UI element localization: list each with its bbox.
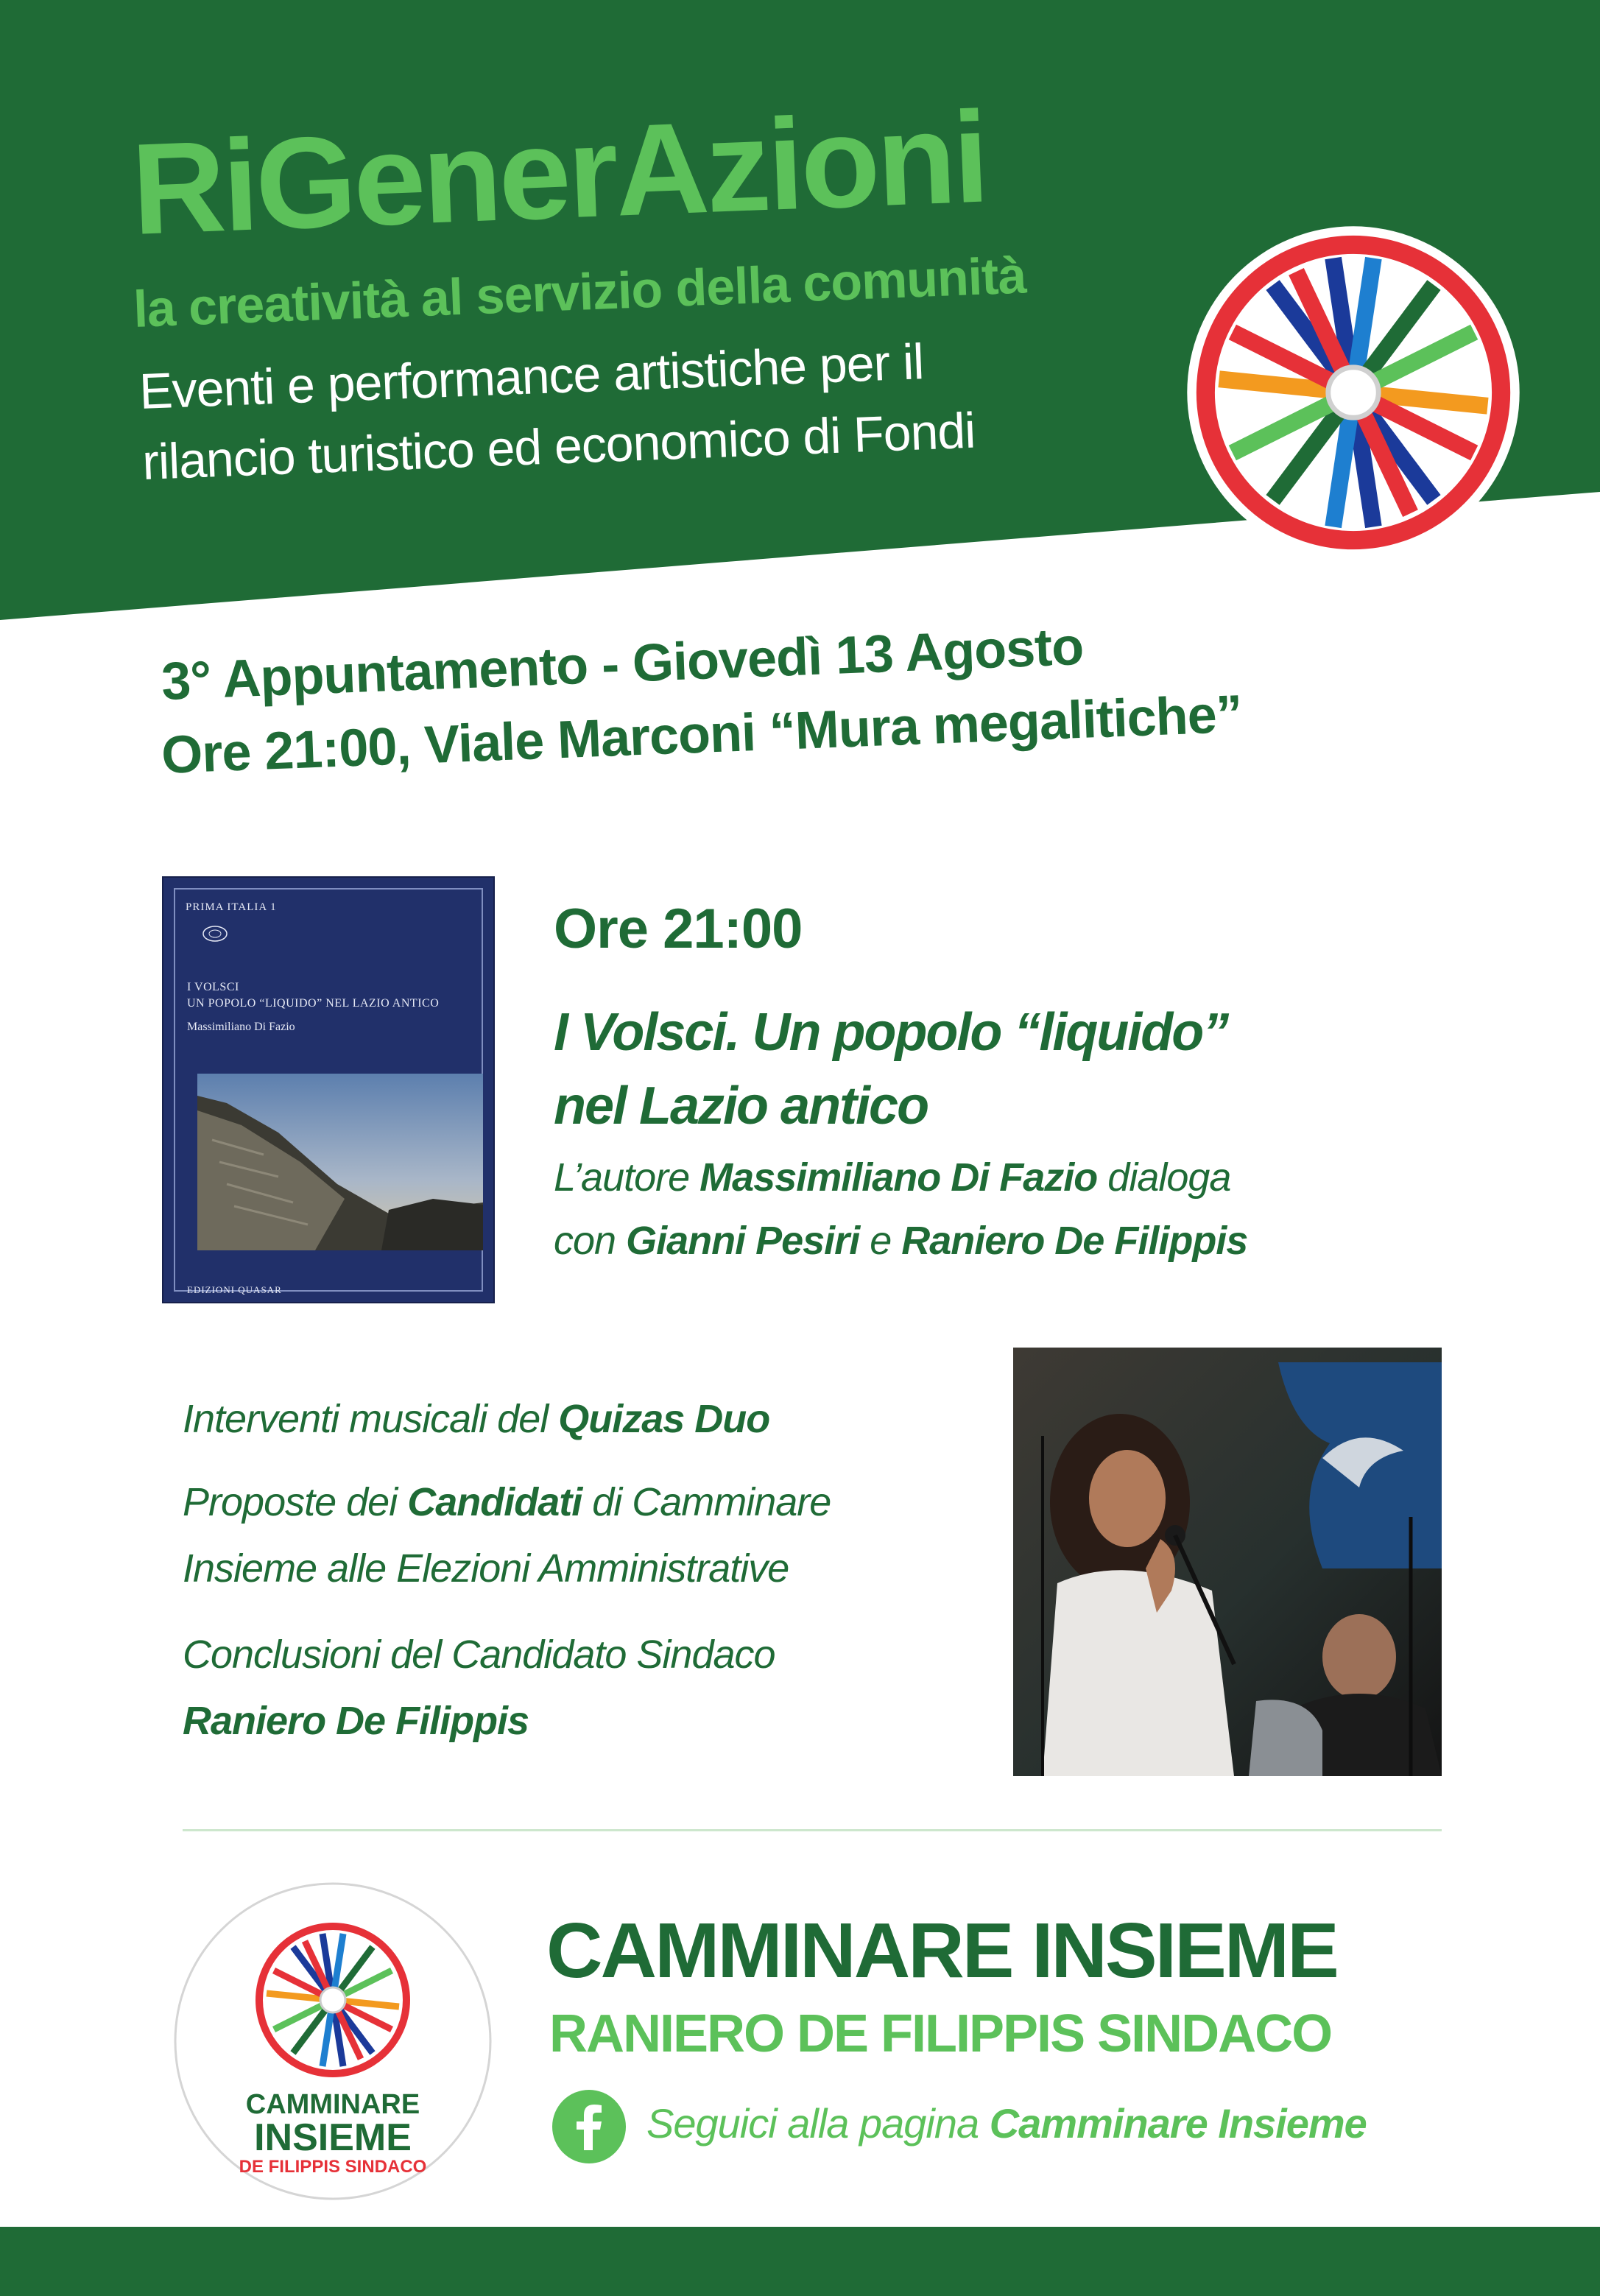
presentation-title-line-2: nel Lazio antico (554, 1077, 928, 1135)
campaign-title: RiGenerAzioni (129, 85, 989, 262)
campaign-tagline-line-1: Eventi e performance artistiche per il (138, 334, 925, 420)
organization-name: CAMMINARE INSIEME (546, 1907, 1337, 1994)
book-cover-photo (197, 1074, 483, 1250)
section-divider (183, 1829, 1442, 1831)
book-title-line-2: UN POPOLO “LIQUIDO” NEL LAZIO ANTICO (187, 997, 440, 1010)
book-cover-frame (174, 888, 483, 1295)
candidate-name: RANIERO DE FILIPPIS SINDACO (549, 2004, 1332, 2063)
presentation-time: Ore 21:00 (554, 898, 803, 960)
book-title-line-1: I VOLSCI (187, 981, 239, 993)
book-publisher: EDIZIONI QUASAR (187, 1284, 282, 1295)
program-conclusion-line-2: Raniero De Filippis (183, 1699, 529, 1743)
program-proposals-line-1: Proposte dei Candidati di Camminare (183, 1480, 831, 1524)
event-date-line: 3° Appuntamento - Giovedì 13 Agosto (160, 616, 1085, 711)
follow-facebook-text[interactable]: Seguici alla pagina Camminare Insieme (646, 2100, 1367, 2147)
book-cover (162, 876, 495, 1303)
footer-bar (0, 2227, 1600, 2296)
logo-line-1: CAMMINARE (245, 2089, 420, 2120)
program-music: Interventi musicali del Quizas Duo (183, 1397, 770, 1441)
campaign-tagline-line-2: rilancio turistico ed economico di Fondi (141, 402, 976, 490)
logo-line-2: INSIEME (254, 2116, 412, 2159)
presentation-dialogue-line-1: L’autore Massimiliano Di Fazio dialoga (554, 1155, 1231, 1200)
presentation-title-line-1: I Volsci. Un popolo “liquido” (554, 1003, 1228, 1062)
book-author: Massimiliano Di Fazio (187, 1021, 295, 1033)
book-emblem-icon (202, 925, 228, 943)
wheel-logo-icon (1185, 225, 1521, 560)
concert-photo (1013, 1348, 1442, 1776)
presentation-dialogue-line-2: con Gianni Pesiri e Raniero De Filippis (554, 1219, 1248, 1263)
event-location-line: Ore 21:00, Viale Marconi “Mura megalitiche” (160, 684, 1244, 785)
program-conclusion-line-1: Conclusioni del Candidato Sindaco (183, 1633, 775, 1677)
campaign-subtitle: la creatività al servizio della comunità (132, 246, 1027, 338)
facebook-icon[interactable] (552, 2090, 626, 2163)
logo-line-3: DE FILIPPIS SINDACO (239, 2157, 427, 2177)
camminare-insieme-logo (174, 1882, 492, 2200)
program-proposals-line-2: Insieme alle Elezioni Amministrative (183, 1546, 789, 1591)
book-series: PRIMA ITALIA 1 (186, 901, 277, 913)
